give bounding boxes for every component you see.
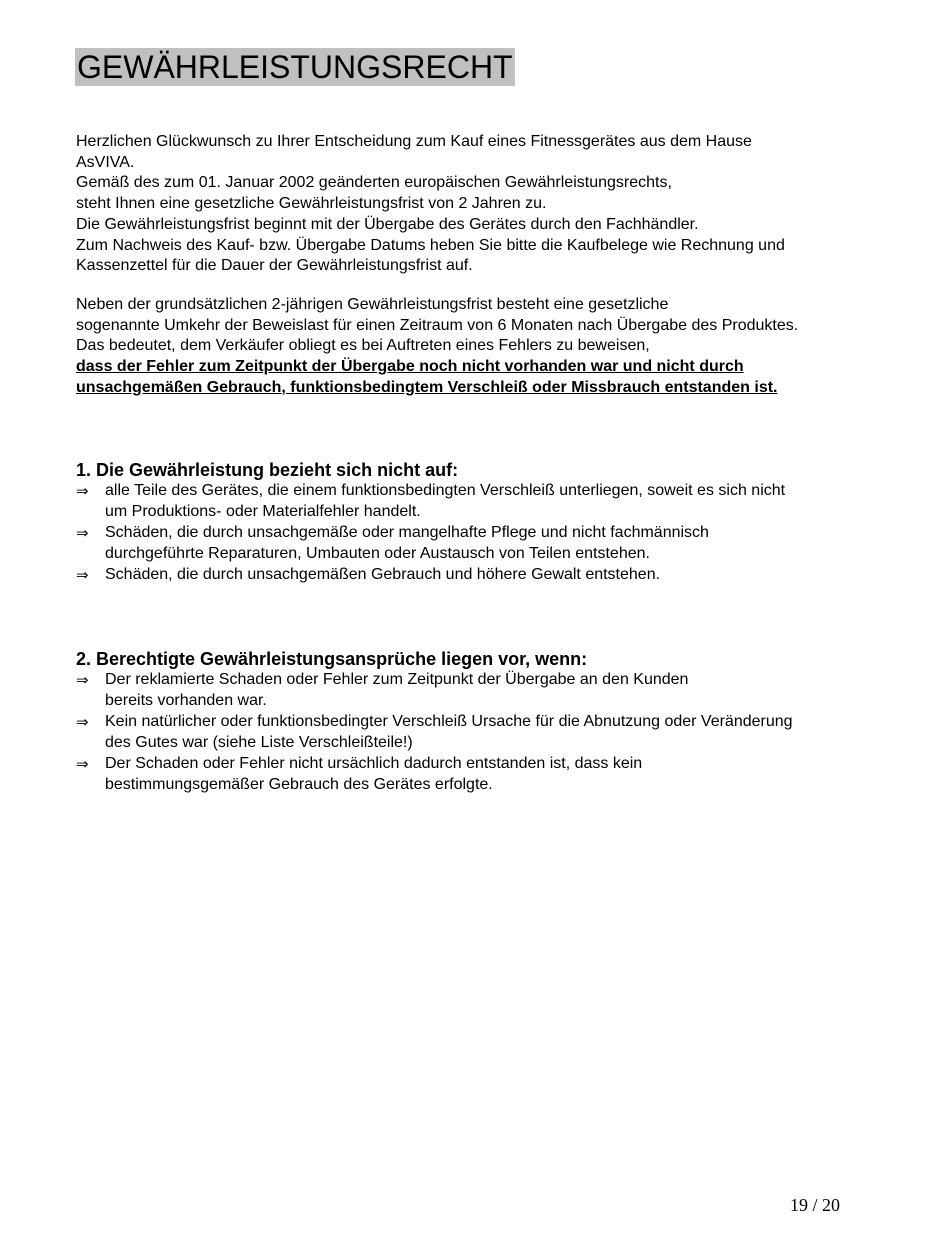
intro-paragraph xyxy=(76,132,896,277)
burden-emphasis-line: dass der Fehler zum Zeitpunkt der Übergabe noch nicht vorhanden war und nicht durch xyxy=(76,358,744,376)
section-1-heading: 1. Die Gewährleistung bezieht sich nicht auf: xyxy=(76,460,459,480)
list-item xyxy=(76,565,896,586)
list-item-text: Der Schaden oder Fehler nicht ursächlich dadurch entstanden ist, dass kein xyxy=(105,755,643,772)
page-title: GEWÄHRLEISTUNGSRECHT xyxy=(77,49,513,85)
list-item-text: Kein natürlicher oder funktionsbedingter Verschleiß Ursache für die Abnutzung oder Veränderung xyxy=(105,713,793,730)
section-2-heading: 2. Berechtigte Gewährleistungsansprüche liegen vor, wenn: xyxy=(76,649,588,669)
list-item-text: bereits vorhanden war. xyxy=(105,691,267,709)
section-1-list xyxy=(76,481,896,586)
intro-line: Gemäß des zum 01. Januar 2002 geänderten europäischen Gewährleistungsrechts, xyxy=(76,174,672,192)
arrow-right-icon: ⇒ xyxy=(76,713,89,731)
arrow-right-icon: ⇒ xyxy=(76,524,89,542)
list-item-text: durchgeführte Reparaturen, Umbauten oder Austausch von Teilen entstehen. xyxy=(105,544,650,562)
list-item xyxy=(76,481,896,522)
intro-line: Die Gewährleistungsfrist beginnt mit der Übergabe des Gerätes durch den Fachhändler. xyxy=(76,215,699,233)
list-item-text: Schäden, die durch unsachgemäßen Gebrauch und höhere Gewalt entstehen. xyxy=(105,566,661,583)
intro-line: AsVIVA. xyxy=(76,153,135,171)
intro-line: Herzlichen Glückwunsch zu Ihrer Entscheidung zum Kauf eines Fitnessgerätes aus dem Hause xyxy=(76,133,752,150)
burden-line: Neben der grundsätzlichen 2-jährigen Gewährleistungsfrist besteht eine gesetzliche xyxy=(76,296,669,313)
list-item xyxy=(76,712,896,753)
page-number: 19 / 20 xyxy=(790,1195,841,1215)
arrow-right-icon: ⇒ xyxy=(76,755,89,773)
intro-line: Zum Nachweis des Kauf- bzw. Übergabe Datums heben Sie bitte die Kaufbelege wie Rechnung und xyxy=(76,236,785,254)
intro-line: Kassenzettel für die Dauer der Gewährleistungsfrist auf. xyxy=(76,257,473,275)
list-item xyxy=(76,670,896,711)
arrow-right-icon: ⇒ xyxy=(76,566,89,584)
arrow-right-icon: ⇒ xyxy=(76,671,89,689)
list-item-text: Schäden, die durch unsachgemäße oder mangelhafte Pflege und nicht fachmännisch xyxy=(105,524,709,541)
list-item xyxy=(76,523,896,564)
list-item-text: des Gutes war (siehe Liste Verschleißteile!) xyxy=(105,733,413,751)
list-item-text: bestimmungsgemäßer Gebrauch des Gerätes erfolgte. xyxy=(105,775,493,793)
section-2-list xyxy=(76,670,896,796)
list-item xyxy=(76,754,896,795)
intro-line: steht Ihnen eine gesetzliche Gewährleistungsfrist von 2 Jahren zu. xyxy=(76,195,547,213)
burden-line: sogenannte Umkehr der Beweislast für einen Zeitraum von 6 Monaten nach Übergabe des Produktes. xyxy=(76,316,799,334)
burden-line: Das bedeutet, dem Verkäufer obliegt es bei Auftreten eines Fehlers zu beweisen, xyxy=(76,337,650,355)
list-item-text: alle Teile des Gerätes, die einem funktionsbedingten Verschleiß unterliegen, soweit es sich nicht xyxy=(105,482,786,499)
burden-of-proof-paragraph xyxy=(76,295,896,399)
burden-emphasis-line: unsachgemäßen Gebrauch, funktionsbedingtem Verschleiß oder Missbrauch entstanden ist. xyxy=(76,378,778,396)
arrow-right-icon: ⇒ xyxy=(76,482,89,500)
list-item-text: Der reklamierte Schaden oder Fehler zum Zeitpunkt der Übergabe an den Kunden xyxy=(105,671,689,688)
list-item-text: um Produktions- oder Materialfehler handelt. xyxy=(105,502,421,520)
